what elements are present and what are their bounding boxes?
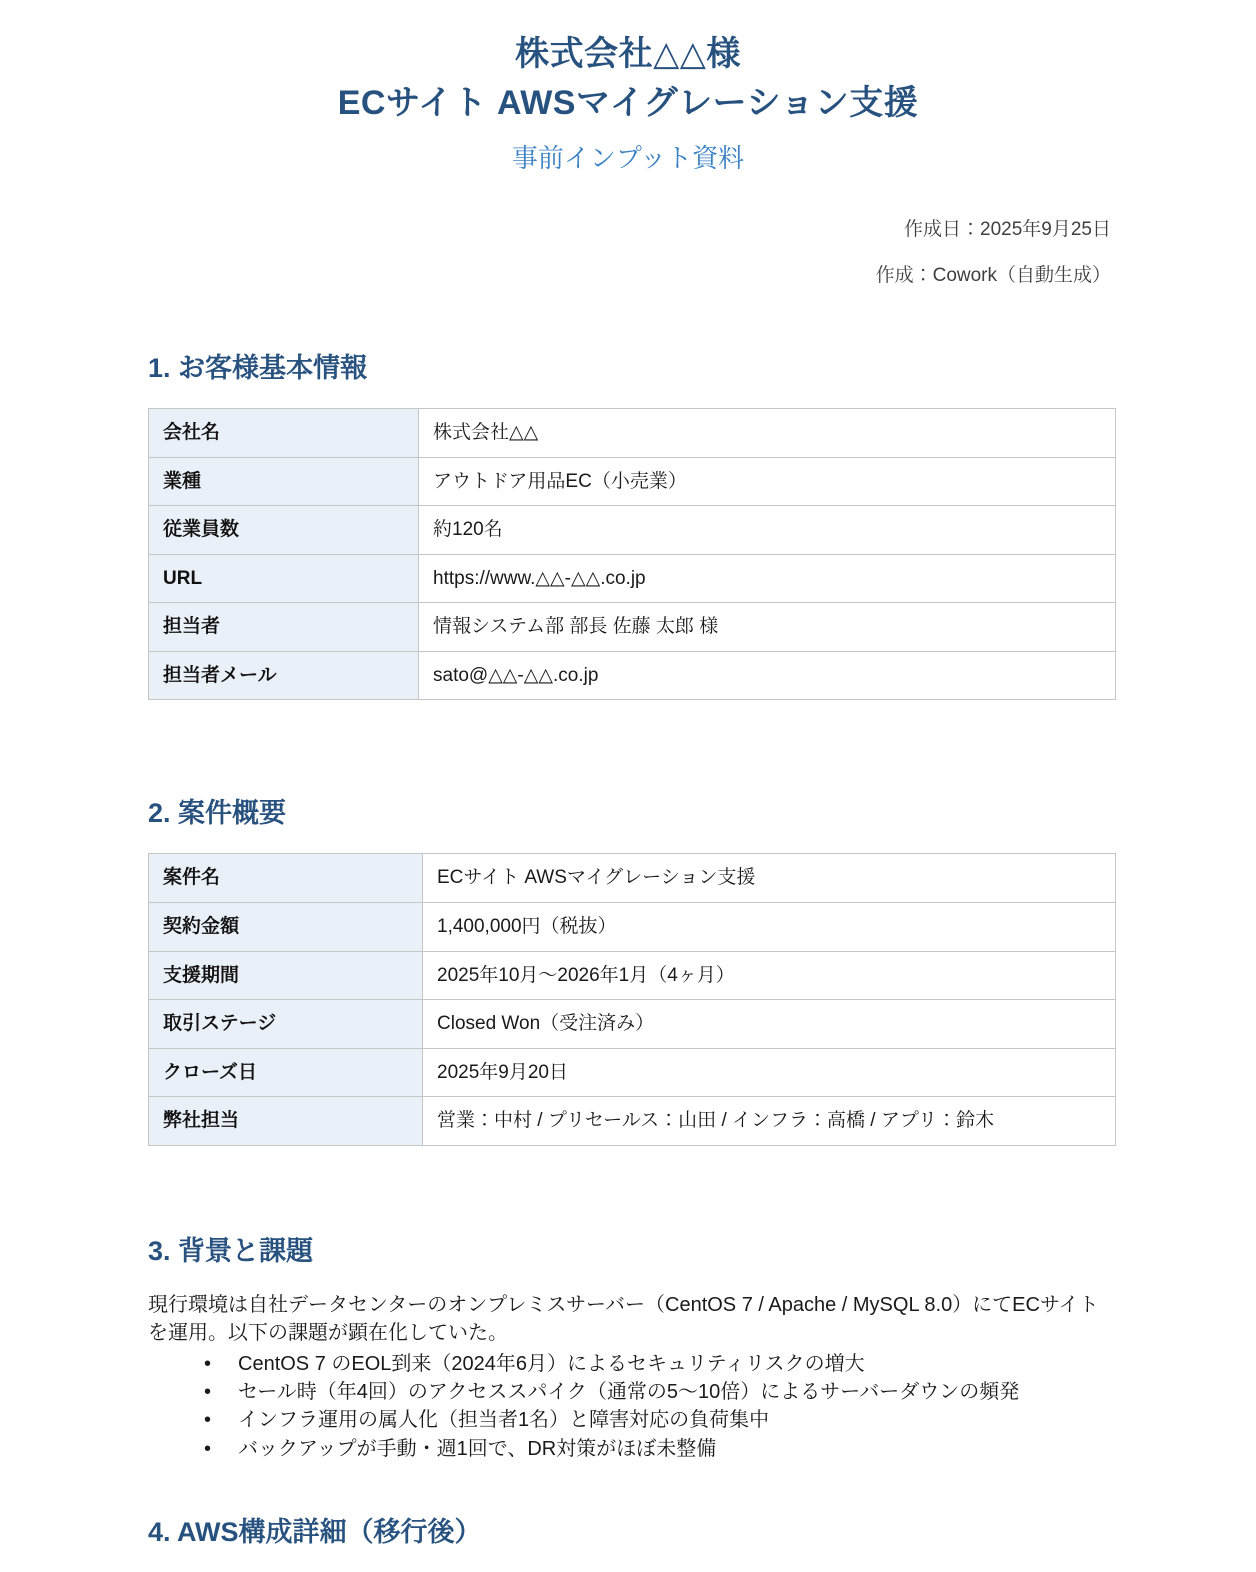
row-key: 担当者メール <box>149 651 419 700</box>
section-customer-info <box>0 351 1256 700</box>
table-row <box>149 1097 1116 1146</box>
row-value: Closed Won（受注済み） <box>423 1000 1116 1049</box>
row-value: 約120名 <box>419 506 1116 555</box>
section-project-overview <box>0 796 1256 1145</box>
list-item: • インフラ運用の属人化（担当者1名）と障害対応の負荷集中 <box>194 1406 1116 1434</box>
row-key: URL <box>149 554 419 603</box>
section-aws-architecture <box>0 1515 1256 1550</box>
row-key: クローズ日 <box>149 1048 423 1097</box>
table-row <box>149 603 1116 652</box>
document-title-line-1: 株式会社△△様 <box>515 35 741 73</box>
document-meta <box>0 218 1256 289</box>
row-value: 2025年10月〜2026年1月（4ヶ月） <box>423 951 1116 1000</box>
table-row <box>149 506 1116 555</box>
table-row <box>149 409 1116 458</box>
row-value: 2025年9月20日 <box>423 1048 1116 1097</box>
row-value: 1,400,000円（税抜） <box>423 902 1116 951</box>
created-date: 作成日：2025年9月25日 <box>904 218 1111 240</box>
document-subtitle: 事前インプット資料 <box>511 142 745 173</box>
row-value: 営業：中村 / プリセールス：山田 / インフラ：高橋 / アプリ：鈴木 <box>423 1097 1116 1146</box>
background-paragraph: 現行環境は自社データセンターのオンプレミスサーバー（CentOS 7 / Apache / MySQL 8.0）にてECサイトを運用。以下の課題が顕在化していた。 <box>148 1293 1099 1345</box>
list-item: • バックアップが手動・週1回で、DR対策がほぼ未整備 <box>194 1435 1116 1463</box>
list-item: • CentOS 7 のEOL到来（2024年6月）によるセキュリティリスクの増大 <box>194 1350 1116 1378</box>
row-key: 担当者 <box>149 603 419 652</box>
row-value: sato@△△-△△.co.jp <box>419 651 1116 700</box>
row-key: 業種 <box>149 457 419 506</box>
table-row <box>149 1048 1116 1097</box>
row-key: 会社名 <box>149 409 419 458</box>
table-row <box>149 854 1116 903</box>
row-key: 弊社担当 <box>149 1097 423 1146</box>
table-row <box>149 902 1116 951</box>
row-key: 支援期間 <box>149 951 423 1000</box>
document-title-line-2: ECサイト AWSマイグレーション支援 <box>337 84 919 123</box>
table-row <box>149 951 1116 1000</box>
row-key: 契約金額 <box>149 902 423 951</box>
project-overview-table <box>148 853 1116 1145</box>
row-value: https://www.△△-△△.co.jp <box>419 554 1116 603</box>
table-row <box>149 1000 1116 1049</box>
row-value: 情報システム部 部長 佐藤 太郎 様 <box>419 603 1116 652</box>
row-value: 株式会社△△ <box>419 409 1116 458</box>
table-row <box>149 651 1116 700</box>
section-2-heading: 2. 案件概要 <box>148 798 287 829</box>
table-row <box>149 554 1116 603</box>
section-3-heading: 3. 背景と課題 <box>148 1235 314 1266</box>
section-1-heading: 1. お客様基本情報 <box>148 352 368 383</box>
list-item: • セール時（年4回）のアクセススパイク（通常の5〜10倍）によるサーバーダウンの頻発 <box>194 1378 1116 1406</box>
section-4-heading: 4. AWS構成詳細（移行後） <box>148 1517 482 1548</box>
table-row <box>149 457 1116 506</box>
row-value: アウトドア用品EC（小売業） <box>419 457 1116 506</box>
row-key: 従業員数 <box>149 506 419 555</box>
customer-info-table <box>148 408 1116 700</box>
row-value: ECサイト AWSマイグレーション支援 <box>423 854 1116 903</box>
row-key: 案件名 <box>149 854 423 903</box>
row-key: 取引ステージ <box>149 1000 423 1049</box>
created-by: 作成：Cowork（自動生成） <box>875 265 1111 287</box>
issues-list <box>148 1350 1116 1464</box>
document-header <box>0 0 1256 178</box>
section-background-issues <box>0 1234 1256 1463</box>
